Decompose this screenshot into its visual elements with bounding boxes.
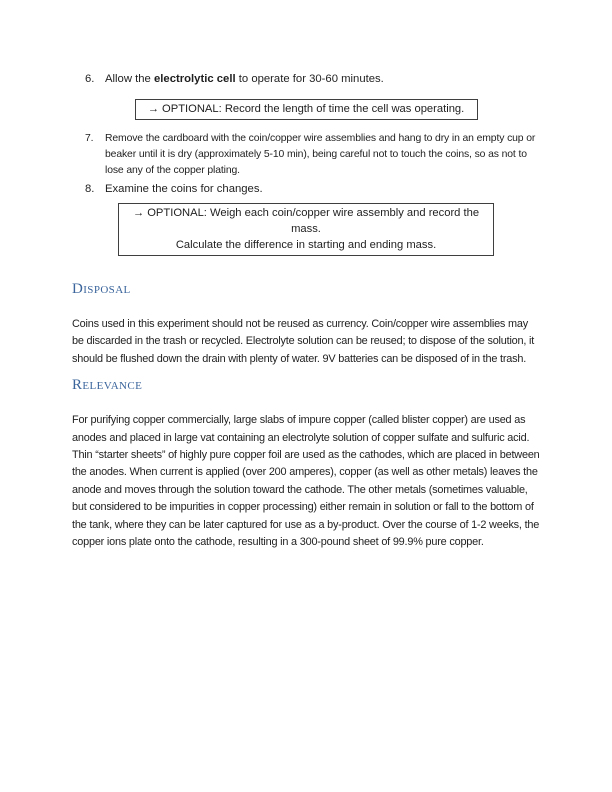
step-number: 7. bbox=[85, 133, 94, 144]
step-number: 6. bbox=[85, 73, 95, 85]
section-heading-relevance: Relevance bbox=[72, 377, 143, 394]
page-content bbox=[72, 72, 540, 551]
step-text bbox=[105, 72, 540, 87]
optional-note-box-1 bbox=[135, 99, 478, 120]
disposal-paragraph: Coins used in this experiment should not be reused as currency. Coin/copper wire assemblies may be discarded in the trash or recycled. Electrolyte solution can be reused; to dispose of the solution, it should be flushed down the drain with plenty of water. 9V batteries can be disposed of in the trash. bbox=[72, 318, 535, 365]
step-7-text: Remove the cardboard with the coin/copper wire assemblies and hang to dry in an empty cup or beaker until it is dry (approximately 5-10 min), being careful not to touch the coins, so as not to lose any of the copper plating. bbox=[105, 133, 536, 176]
arrow-icon: → bbox=[132, 207, 145, 219]
step-number: 8. bbox=[85, 183, 95, 195]
list-item-7 bbox=[72, 131, 540, 179]
section-heading-disposal: Disposal bbox=[72, 281, 131, 297]
relevance-paragraph: For purifying copper commercially, large slabs of impure copper (called blister copper) are used as anodes and placed in large vat containing an electrolyte solution of copper sulfate and sulfuric acid. Thin “starter sheets” of highly pure copper foil are used as the cathodes, which are placed in between the anodes. When current is applied (over 200 amperes), copper (as well as other metals) leaves the anode and moves through the solution toward the cathode. The other metals (sometimes valuable, but considered to be impurities in copper processing) either remain in solution or fall to the bottom of the tank, where they can be later captured for use as a by-product. Over the course of 1-2 weeks, the copper ions plate onto the cathode, resulting in a 300-pound sheet of 99.9% pure copper. bbox=[72, 414, 540, 549]
step-6-bold-term: electrolytic cell bbox=[153, 73, 236, 85]
optional-note-2-line2: Calculate the difference in starting and ending mass. bbox=[175, 239, 437, 251]
optional-note-1-text: OPTIONAL: Record the length of time the cell was operating. bbox=[158, 103, 465, 115]
step-8-text: Examine the coins for changes. bbox=[105, 183, 263, 195]
optional-note-box-2 bbox=[118, 203, 494, 256]
list-item-8 bbox=[72, 182, 540, 197]
arrow-icon: → bbox=[147, 103, 159, 115]
step-6-prefix: Allow the bbox=[105, 73, 154, 85]
optional-note-2-line1 bbox=[119, 205, 493, 237]
list-item-6 bbox=[72, 72, 540, 87]
optional-note-2-text1: OPTIONAL: Weigh each coin/copper wire assembly and record the mass. bbox=[144, 207, 480, 235]
step-6-suffix: to operate for 30-60 minutes. bbox=[235, 73, 384, 85]
